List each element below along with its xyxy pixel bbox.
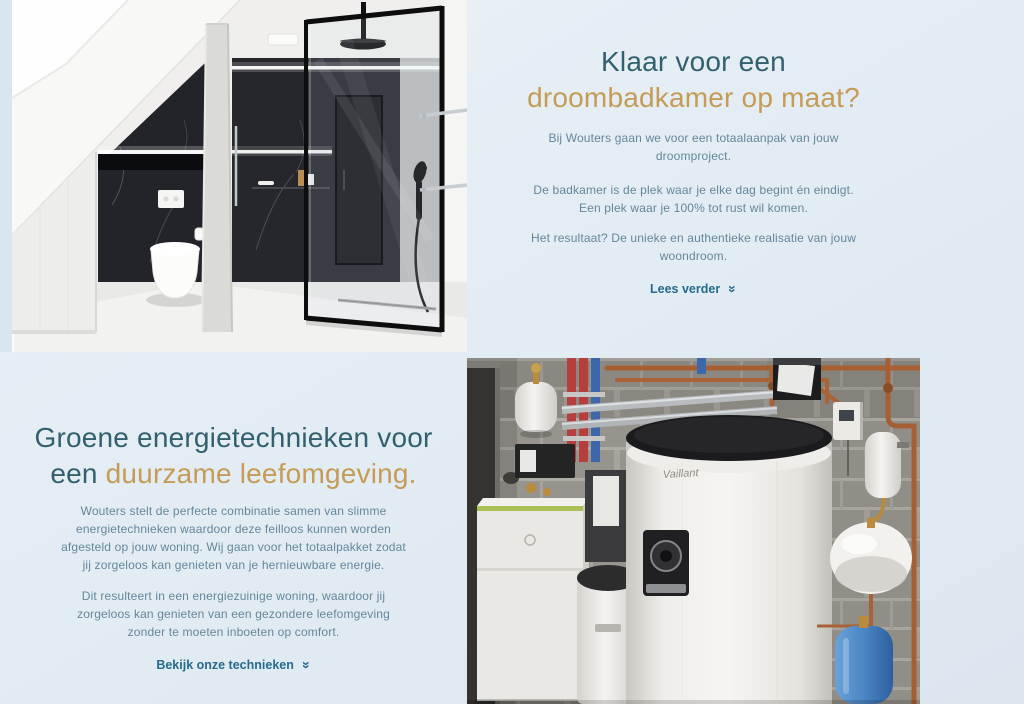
link-label: Bekijk onze technieken (156, 658, 294, 672)
energy-cta-section (0, 352, 467, 704)
heading-line-2: droombadkamer op maat? (527, 82, 860, 113)
boiler-room-photo-art (467, 358, 920, 704)
bathroom-cta-heading (527, 44, 860, 116)
heading-line-1: Groene energietechnieken voor (34, 422, 433, 453)
paragraph-line: afgesteld op jouw woning. Wij gaan voor het totaalpakket zodat (61, 540, 406, 554)
bekijk-technieken-link[interactable] (156, 658, 315, 672)
shower-glass (306, 6, 442, 334)
ceiling-vent (268, 34, 298, 45)
tank-brand-label: Vaillant (662, 467, 699, 481)
paragraph-1 (61, 502, 406, 574)
paragraph-line: Het resultaat? De unieke en authentieke realisatie van jouw (530, 231, 857, 245)
paragraph-1 (548, 129, 838, 165)
led-niche (98, 146, 206, 170)
heading-line-2-prefix: een (50, 458, 98, 489)
double-chevron-down-icon: » (298, 661, 315, 669)
partition-wall (202, 24, 232, 332)
heat-pump-unit (475, 498, 589, 704)
storage-tank (626, 415, 832, 704)
paragraph-2 (77, 587, 390, 641)
energy-cta-heading (34, 420, 432, 492)
flush-plate (158, 190, 184, 208)
heading-line-1: Klaar voor een (601, 46, 786, 77)
paragraph-2 (533, 181, 853, 217)
paragraph-line: energietechnieken waardoor deze feilloos kunnen worden (76, 522, 391, 536)
paragraph-line: zonder te moeten inboeten op comfort. (127, 625, 340, 639)
link-label: Lees verder (650, 282, 721, 296)
heading-line-2 (34, 456, 432, 492)
paragraph-line: Wouters stelt de perfecte combinatie samen van slimme (80, 504, 387, 518)
toilet (146, 242, 206, 307)
paragraph-line: Een plek waar je 100% tot rust wil komen. (579, 201, 808, 215)
double-chevron-down-icon: » (725, 285, 742, 293)
paragraph-line: Bij Wouters gaan we voor een totaalaanpak van jouw (548, 131, 839, 145)
paragraph-line: droomproject. (655, 149, 732, 163)
heading-line-2-highlight: duurzame leefomgeving. (105, 458, 417, 489)
bathroom-photo (0, 0, 467, 352)
paragraph-line: jij zorgeloos kan genieten van je hernieuwbare energie. (82, 558, 385, 572)
black-box-top (773, 358, 821, 400)
lees-verder-link[interactable] (650, 282, 742, 296)
boiler-room-photo (467, 358, 920, 704)
bathroom-cta-section (467, 0, 920, 352)
paragraph-line: zorgeloos kan genieten van een gezondere leefomgeving (77, 607, 390, 621)
paragraph-3 (531, 229, 856, 265)
paragraph-line: woondroom. (659, 249, 728, 263)
paragraph-line: Dit resulteert in een energiezuinige woning, waardoor jij (81, 589, 386, 603)
paragraph-line: De badkamer is de plek waar je elke dag begint én eindigt. (533, 183, 854, 197)
bathroom-photo-art (0, 0, 467, 352)
